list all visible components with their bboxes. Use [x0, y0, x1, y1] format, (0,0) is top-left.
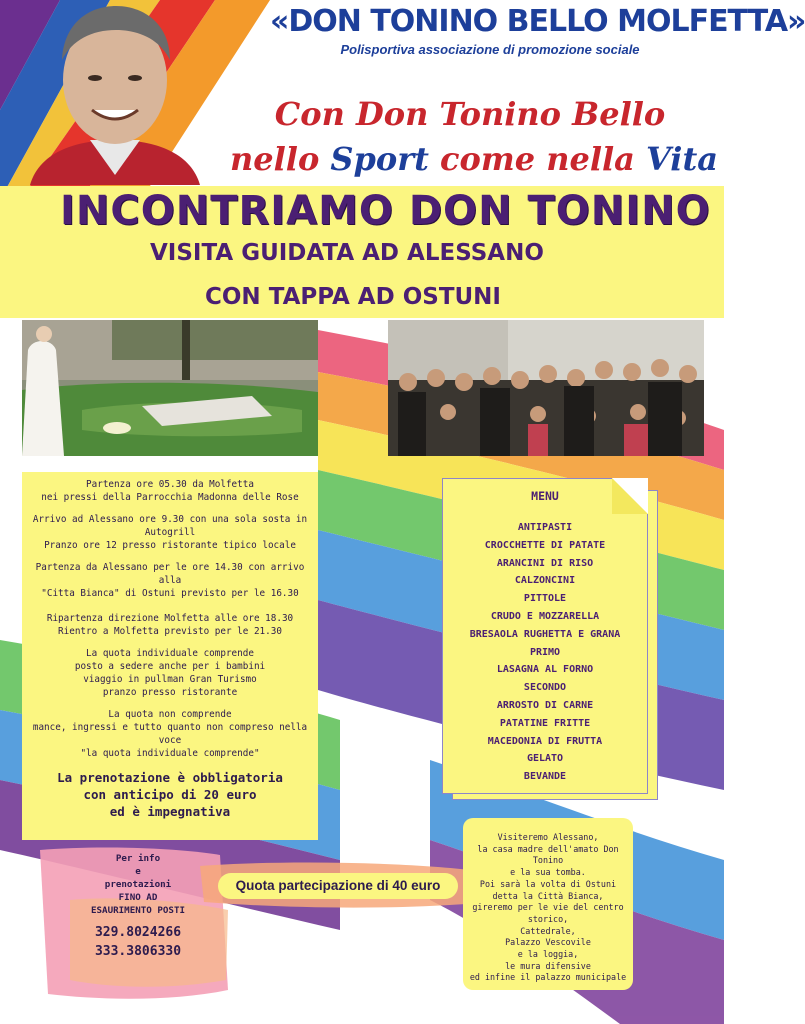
departure-info: [32, 478, 308, 504]
visit-line: la casa madre dell'amato Don Tonino: [477, 843, 619, 866]
visit-line: e la loggia,: [517, 949, 579, 960]
contact-line: ESAURIMENTO POSTI: [90, 905, 186, 916]
booking-required: [32, 769, 308, 820]
visit-line: ed infine il palazzo municipale: [469, 972, 627, 983]
info-line: mance, ingressi e tutto quanto non compreso nella voce: [32, 722, 308, 746]
info-line: Partenza ore 05.30 da Molfetta: [86, 479, 254, 490]
menu-item: BRESAOLA RUGHETTA E GRANA: [469, 628, 621, 640]
menu-item: CALZONCINI: [514, 575, 576, 587]
menu-item: ARROSTO DI CARNE: [496, 699, 594, 711]
event-subtitle-2: CON TAPPA AD OSTUNI: [205, 284, 501, 310]
menu-item: BEVANDE: [523, 771, 567, 783]
org-name: «DON TONINO BELLO MOLFETTA»: [270, 4, 805, 39]
slogan-word: nello: [230, 140, 331, 178]
menu-item: CROCCHETTE DI PATATE: [484, 539, 606, 551]
slogan-line-1: Con Don Tonino Bello: [274, 95, 666, 133]
visit-line: e la sua tomba.: [510, 867, 586, 878]
menu-item: CRUDO E MOZZARELLA: [490, 610, 600, 622]
contact-lines: [48, 852, 228, 917]
info-line: Partenza da Alessano per le ore 14.30 con arrivo alla: [35, 562, 305, 586]
slogan-word: come nella: [428, 140, 647, 178]
phone-number-2[interactable]: 333.3806330: [94, 944, 182, 959]
info-line: ed è impegnativa: [109, 804, 231, 819]
menu-item: PATATINE FRITTE: [499, 717, 591, 729]
menu-title: MENU: [531, 489, 559, 503]
visit-line: Cattedrale,: [520, 925, 576, 936]
menu-item: SECONDO: [523, 682, 567, 694]
menu-item: PITTOLE: [523, 593, 567, 605]
menu-item: LASAGNA AL FORNO: [496, 664, 594, 676]
visit-line: Poi sarà la volta di Ostuni: [479, 878, 617, 889]
visit-description: [463, 818, 633, 990]
contact-line: FINO AD: [118, 892, 158, 903]
menu-card: [442, 478, 648, 794]
return-info: [32, 612, 308, 638]
info-line: La quota individuale comprende: [86, 648, 254, 659]
slogan-word-vita: Vita: [646, 140, 718, 178]
arrival-info: [32, 513, 308, 552]
quota-includes: [32, 647, 308, 699]
info-line: Ripartenza direzione Molfetta alle ore 18.30: [46, 613, 294, 624]
visit-line: detta la Città Bianca,: [492, 890, 604, 901]
visit-line: le mura difensive: [505, 960, 591, 971]
menu-list: [443, 519, 647, 786]
event-title: INCONTRIAMO DON TONINO: [60, 188, 711, 234]
slogan-word-sport: Sport: [330, 140, 429, 178]
info-line: "Citta Bianca" di Ostuni previsto per le 16.30: [41, 588, 299, 599]
info-line: con anticipo di 20 euro: [83, 787, 257, 802]
tomb-photo: [22, 320, 318, 456]
menu-item: MACEDONIA DI FRUTTA: [487, 735, 603, 747]
don-tonino-portrait: [20, 0, 210, 185]
menu-item: GELATO: [526, 753, 564, 765]
info-line: nei pressi della Parrocchia Madonna delle Rose: [41, 492, 299, 503]
info-line: Autogrill: [144, 527, 196, 538]
visit-line: Palazzo Vescovile: [505, 937, 591, 948]
info-line: La quota non comprende: [108, 709, 232, 720]
phone-number-1[interactable]: 329.8024266: [94, 925, 182, 940]
info-line: Arrivo ad Alessano ore 9.30 con una sola sosta in: [32, 514, 308, 525]
menu-item: PRIMO: [529, 646, 561, 658]
org-subtitle: Polisportiva associazione di promozione sociale: [340, 42, 640, 57]
group-photo: [388, 320, 704, 456]
quota-excludes: [32, 708, 308, 760]
contact-line: Per info: [115, 853, 161, 864]
contact-info: [48, 852, 228, 998]
info-line: Pranzo ore 12 presso ristorante tipico locale: [44, 540, 296, 551]
visit-line: gireremo per le vie del centro storico,: [472, 902, 624, 924]
quota-badge: Quota partecipazione di 40 euro: [218, 873, 458, 899]
page-fold-corner: [612, 478, 648, 514]
info-line: Rientro a Molfetta previsto per le 21.30: [58, 626, 282, 637]
visit-line: Visiteremo Alessano,: [497, 832, 599, 842]
program-info-panel: [22, 472, 318, 840]
contact-line: prenotazioni: [104, 879, 172, 890]
slogan-line-2: [230, 140, 718, 178]
ostuni-info: [32, 561, 308, 600]
menu-item: ARANCINI DI RISO: [496, 557, 594, 569]
menu-item: ANTIPASTI: [517, 522, 573, 533]
info-line: posto a sedere anche per i bambini: [74, 661, 266, 672]
info-line: La prenotazione è obbligatoria: [57, 770, 283, 785]
info-line: viaggio in pullman Gran Turismo: [83, 674, 257, 685]
event-subtitle-1: VISITA GUIDATA AD ALESSANO: [150, 240, 544, 266]
info-line: pranzo presso ristorante: [102, 687, 238, 698]
contact-line: e: [135, 866, 141, 877]
info-line: "la quota individuale comprende": [80, 748, 260, 759]
